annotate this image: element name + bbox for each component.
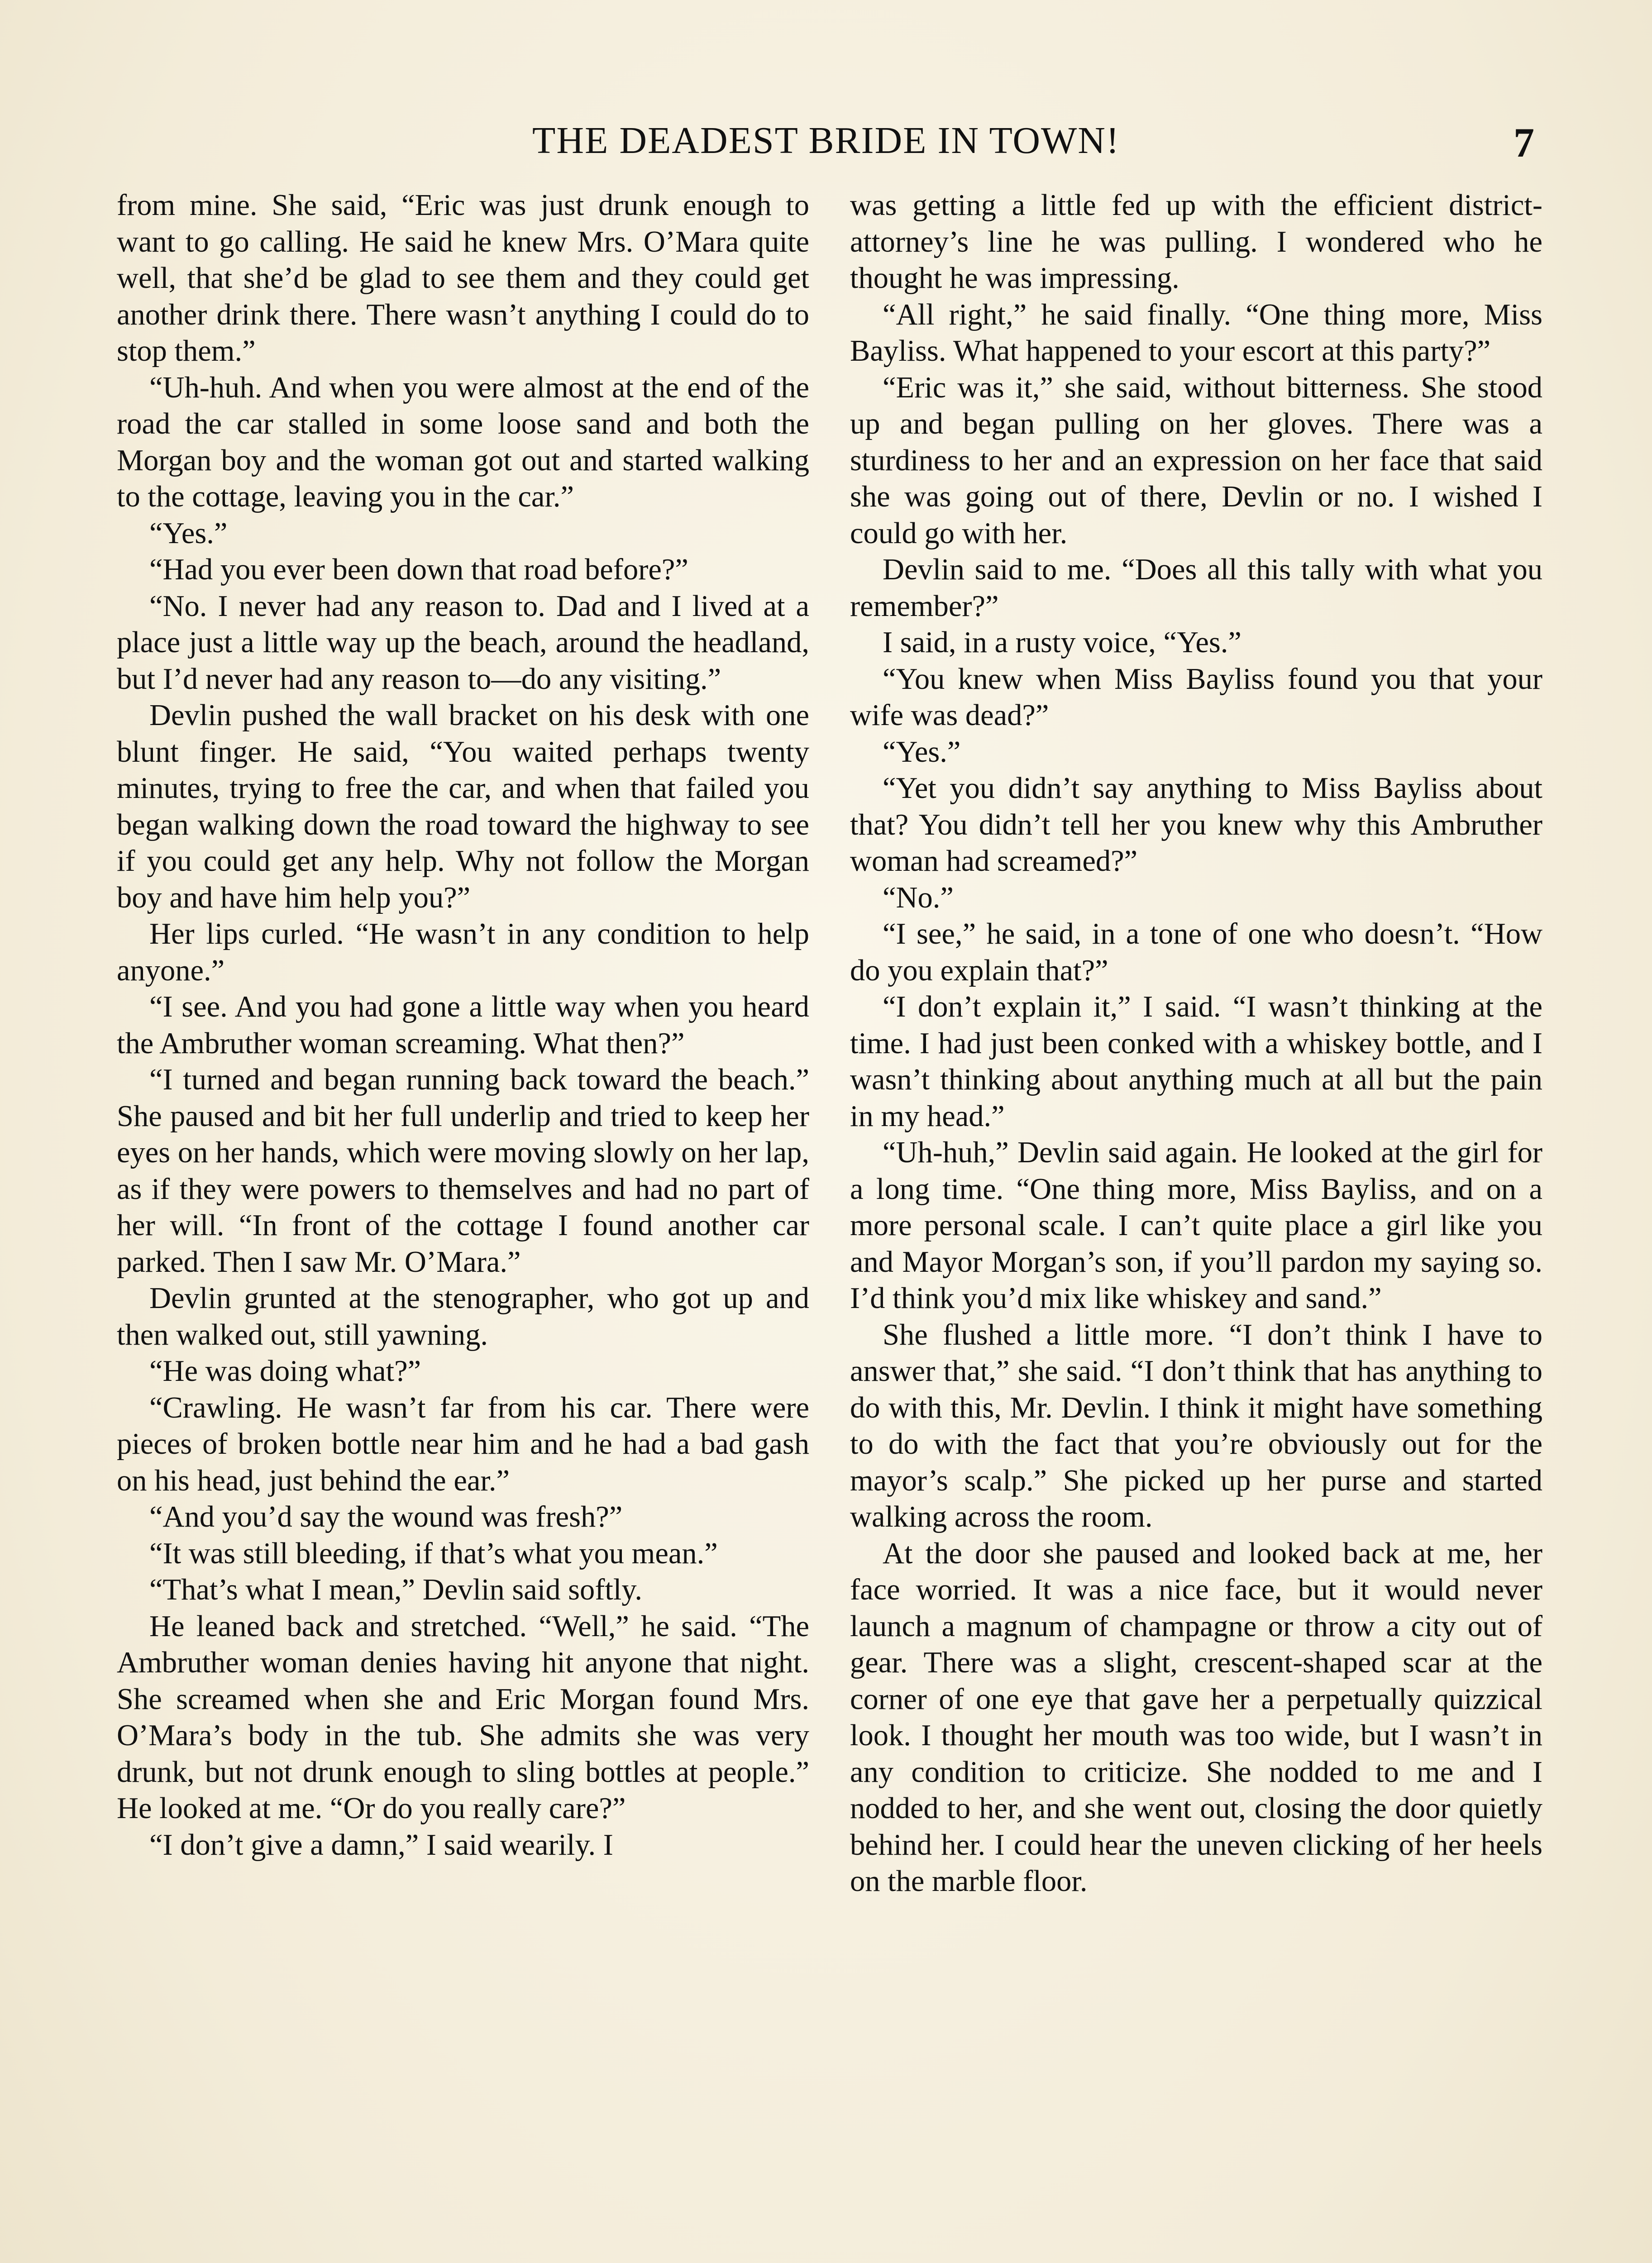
- paragraph: “And you’d say the wound was fresh?”: [149, 1500, 623, 1533]
- paragraph: from mine. She said, “Eric was just drunk enough to want to go calling. He said he knew Mrs. O’Mara quite well, that she’d be glad to see them and they could get another drink there. There wasn’t anything I could do to stop them.”: [117, 189, 809, 368]
- paragraph: Devlin pushed the wall bracket on his desk with one blunt finger. He said, “You waited perhaps twenty minutes, trying to free the car, and when that failed you began walking down the road toward the highway to see if you could get any help. Why not follow the Morgan boy and have him help you?”: [117, 699, 809, 914]
- left-text-column: [117, 187, 809, 1863]
- paragraph: He leaned back and stretched. “Well,” he said. “The Ambruther woman denies having hit anyone that night. She screamed when she and Eric Morgan found Mrs. O’Mara’s body in the tub. She admits she was very drunk, but not drunk enough to sling bottles at people.” He looked at me. “Or do you really care?”: [117, 1609, 809, 1825]
- paragraph: “I don’t give a damn,” I said wearily. I: [149, 1828, 613, 1862]
- paragraph: She flushed a little more. “I don’t think I have to answer that,” she said. “I don’t think that has anything to do with this, Mr. Devlin. I think it might have something to do with the fact that you’re obviously out for the mayor’s scalp.” She picked up her purse and started walking across the room.: [850, 1318, 1542, 1533]
- paragraph: “No.”: [883, 881, 954, 914]
- paragraph: “You knew when Miss Bayliss found you that your wife was dead?”: [850, 662, 1542, 732]
- running-header: [118, 119, 1534, 168]
- paragraph: “I turned and began running back toward the beach.” She paused and bit her full underlip and tried to keep her eyes on her hands, which were moving slowly on her lap, as if they were powers to themselves and had no part of her will. “In front of the cottage I found another car parked. Then I saw Mr. O’Mara.”: [117, 1063, 809, 1279]
- paragraph: Devlin said to me. “Does all this tally with what you remember?”: [850, 553, 1542, 623]
- paragraph: “It was still bleeding, if that’s what you mean.”: [149, 1537, 718, 1570]
- paragraph: Her lips curled. “He wasn’t in any condition to help anyone.”: [117, 917, 809, 987]
- paragraph: “Crawling. He wasn’t far from his car. There were pieces of broken bottle near him and he had a bad gash on his head, just behind the ear.”: [117, 1391, 809, 1497]
- paragraph: “I don’t explain it,” I said. “I wasn’t thinking at the time. I had just been conked with a whiskey bottle, and I wasn’t thinking about anything much at all but the pain in my head.”: [850, 990, 1542, 1133]
- paragraph: “That’s what I mean,” Devlin said softly.: [149, 1573, 642, 1606]
- paragraph: “Eric was it,” she said, without bitterness. She stood up and began pulling on her gloves. There was a sturdiness to her and an expression on her face that said she was going out of there, Devlin or no. I wished I could go with her.: [850, 371, 1542, 550]
- paragraph: “Uh-huh. And when you were almost at the end of the road the car stalled in some loose sand and both the Morgan boy and the woman got out and started walking to the cottage, leaving you in the car.”: [117, 371, 809, 513]
- paragraph: “I see,” he said, in a tone of one who doesn’t. “How do you explain that?”: [850, 917, 1542, 987]
- paragraph: Devlin grunted at the stenographer, who got up and then walked out, still yawning.: [117, 1282, 809, 1351]
- page-number: 7: [1514, 119, 1534, 166]
- paragraph: At the door she paused and looked back at me, her face worried. It was a nice face, but it would never launch a magnum of champagne or throw a city out of gear. There was a slight, crescent-shaped scar at the corner of one eye that gave her a perpetually quizzical look. I thought her mouth was too wide, but I wasn’t in any condition to criticize. She nodded to me and I nodded to her, and she went out, closing the door quietly behind her. I could hear the uneven clicking of her heels on the marble floor.: [850, 1537, 1542, 1898]
- paragraph: “Had you ever been down that road before?”: [149, 553, 688, 586]
- paragraph: “All right,” he said finally. “One thing more, Miss Bayliss. What happened to your escort at this party?”: [850, 298, 1542, 368]
- paragraph: was getting a little fed up with the efficient district-attorney’s line he was pulling. I wondered who he thought he was impressing.: [850, 189, 1542, 295]
- paragraph: “He was doing what?”: [149, 1355, 421, 1388]
- paragraph: “Yet you didn’t say anything to Miss Bayliss about that? You didn’t tell her you knew why this Ambruther woman had screamed?”: [850, 772, 1542, 878]
- right-text-column: [850, 187, 1542, 1900]
- paragraph: “Yes.”: [883, 735, 961, 769]
- paragraph: “Yes.”: [149, 516, 228, 550]
- paragraph: “No. I never had any reason to. Dad and I lived at a place just a little way up the beach, around the headland, but I’d never had any reason to—do any visiting.”: [117, 589, 809, 696]
- paragraph: I said, in a rusty voice, “Yes.”: [883, 626, 1241, 659]
- paragraph: “Uh-huh,” Devlin said again. He looked at the girl for a long time. “One thing more, Miss Bayliss, and on a more personal scale. I can’t quite place a girl like you and Mayor Morgan’s son, if you’ll pardon my saying so. I’d think you’d mix like whiskey and sand.”: [850, 1136, 1542, 1315]
- story-title: THE DEADEST BRIDE IN TOWN!: [532, 119, 1120, 162]
- paragraph: “I see. And you had gone a little way when you heard the Ambruther woman screaming. What then?”: [117, 990, 809, 1060]
